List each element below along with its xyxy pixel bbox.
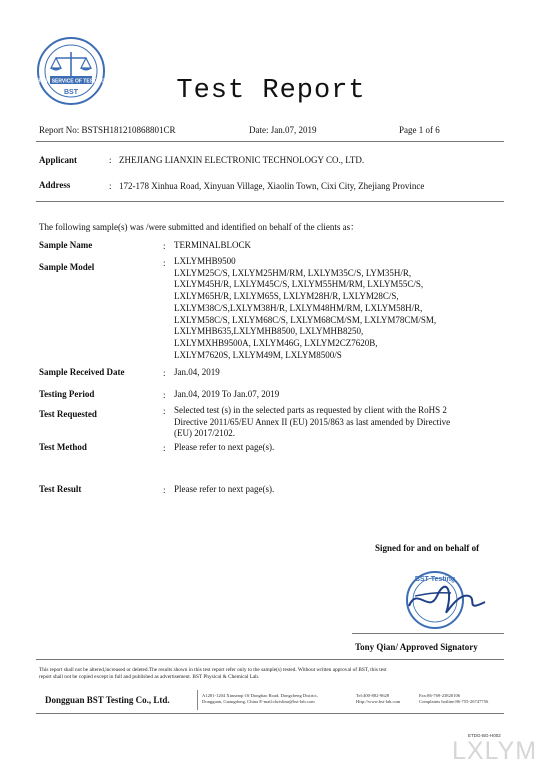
watermark: LXLYM <box>452 737 538 765</box>
test-method-colon: : <box>163 443 166 453</box>
report-number: Report No: BSTSH181210868801CR <box>39 125 176 135</box>
company-address <box>202 693 318 706</box>
website-link[interactable]: Http://www.bst-lab.com <box>356 699 401 705</box>
sample-name-colon: : <box>163 241 166 251</box>
address-colon: : <box>109 181 112 191</box>
intro-text: The following sample(s) was /were submitted and identified on behalf of the clients as： <box>39 222 360 232</box>
applicant-label: Applicant <box>39 155 78 165</box>
test-requested-label: Test Requested <box>39 409 97 419</box>
received-date-colon: : <box>163 368 166 378</box>
page-title: Test Report <box>176 76 366 106</box>
sample-model-colon: : <box>163 258 166 268</box>
sample-model-line: LXLYMHB9500 <box>174 256 236 266</box>
company-name: Dongguan BST Testing Co., Ltd. <box>45 695 170 705</box>
stamp-text: BST Testing <box>414 576 456 583</box>
stamp-icon <box>395 566 505 630</box>
applicant-colon: : <box>109 155 112 165</box>
document-code: ETDG-BG-H002 <box>468 733 501 738</box>
company-fax <box>419 693 488 706</box>
test-result-label: Test Result <box>39 484 82 494</box>
logo-brand-text: BST <box>64 89 78 96</box>
sample-model-line: LXLYM45H/R, LXLYM45C/S, LXLYM55HM/RM, LXLYM55C/S, <box>174 279 424 290</box>
sample-model-line: LXLYMXHB9500A, LXLYM46G, LXLYM2CZ7620B, <box>174 337 378 348</box>
disclaimer-text <box>39 667 501 681</box>
company-contact <box>356 693 400 706</box>
sample-model-line: LXLYM7620S, LXLYM49M, LXLYM8500/S <box>174 349 342 360</box>
logo-band-text: BEST SERVICE OF TESTING <box>37 78 105 85</box>
disclaimer-line: report shall not be copied except in full and published as advertisement. BST Physical & Chemical Lab. <box>39 674 260 680</box>
sample-model-line: LXLYM25C/S, LXLYM25HM/RM, LXLYM35C/S, LYM35H/R, <box>174 267 412 278</box>
test-requested-text <box>174 405 496 440</box>
test-requested-line: (EU) 2017/2102. <box>174 428 235 439</box>
test-requested-line: Selected test (s) in the selected parts as requested by client with the RoHS 2 <box>174 405 447 415</box>
test-method-value: Please refer to next page(s). <box>174 442 275 452</box>
fax-text: Fax:86-769-23820106 <box>419 693 461 698</box>
sample-model-list <box>174 256 436 361</box>
report-date: Date: Jan.07, 2019 <box>249 125 317 135</box>
received-date-value: Jan.04, 2019 <box>174 367 220 377</box>
sample-model-line: LXLYM65H/R, LXLYM65S, LXLYM28H/R, LXLYM28C/S, <box>174 291 399 302</box>
test-requested-colon: : <box>163 406 166 416</box>
testing-period-colon: : <box>163 390 166 400</box>
applicant-value: ZHEJIANG LIANXIN ELECTRONIC TECHNOLOGY CO., LTD. <box>119 155 365 165</box>
received-date-label: Sample Received Date <box>39 367 125 377</box>
signature-line <box>352 633 504 634</box>
sample-name-value: TERMINALBLOCK <box>174 240 251 250</box>
test-result-colon: : <box>163 485 166 495</box>
sample-model-line: LXLYM38C/S,LXLYM38H/R, LXLYM48HM/RM, LXLYM58H/R, <box>174 302 423 313</box>
signed-for-text: Signed for and on behalf of <box>375 543 480 553</box>
address-line: A1281-1204 Xinnanqi Of Dongbao Road, Dongcheng District, <box>202 693 318 698</box>
test-requested-line: Directive 2011/65/EU Annex II (EU) 2015/863 as last amended by Directive <box>174 416 451 427</box>
hotline-text: Complaints hotline:86-755-26747756 <box>419 699 489 705</box>
sample-model-label: Sample Model <box>39 262 95 272</box>
tel-text: Tel:400-882-9628 <box>356 693 390 698</box>
bottom-divider <box>36 713 504 714</box>
test-result-value: Please refer to next page(s). <box>174 484 275 494</box>
page-number: Page 1 of 6 <box>399 125 440 135</box>
sample-model-line: LXLYMHB635,LXLYMHB8500, LXLYMHB8250, <box>174 326 364 337</box>
signatory-name: Tony Qian/ Approved Signatory <box>355 642 478 652</box>
testing-period-value: Jan.04, 2019 To Jan.07, 2019 <box>174 389 280 399</box>
sample-model-line: LXLYM58C/S, LXLYM68C/S, LXLYM68CM/SM, LXLYM78CM/SM, <box>174 314 437 325</box>
header-divider <box>36 141 504 142</box>
address-line: Dongguan, Guangdong, China E-mail:chrislina@bst-lab.com <box>202 699 315 705</box>
disclaimer-line: This report shall not be altered,increased or deleted.The results shown in this test report refer only to the sample(s) tested. Without written approval of BST, this test <box>39 667 387 673</box>
test-method-label: Test Method <box>39 442 87 452</box>
signature-stamp <box>395 566 505 630</box>
address-value: 172-178 Xinhua Road, Xinyuan Village, Xiaolin Town, Cixi City, Zhejiang Province <box>119 181 425 191</box>
sample-name-label: Sample Name <box>39 240 93 250</box>
footer-separator <box>197 690 198 710</box>
applicant-divider <box>36 201 504 202</box>
testing-period-label: Testing Period <box>39 389 95 399</box>
footer-divider <box>36 659 504 660</box>
address-label: Address <box>39 180 71 190</box>
